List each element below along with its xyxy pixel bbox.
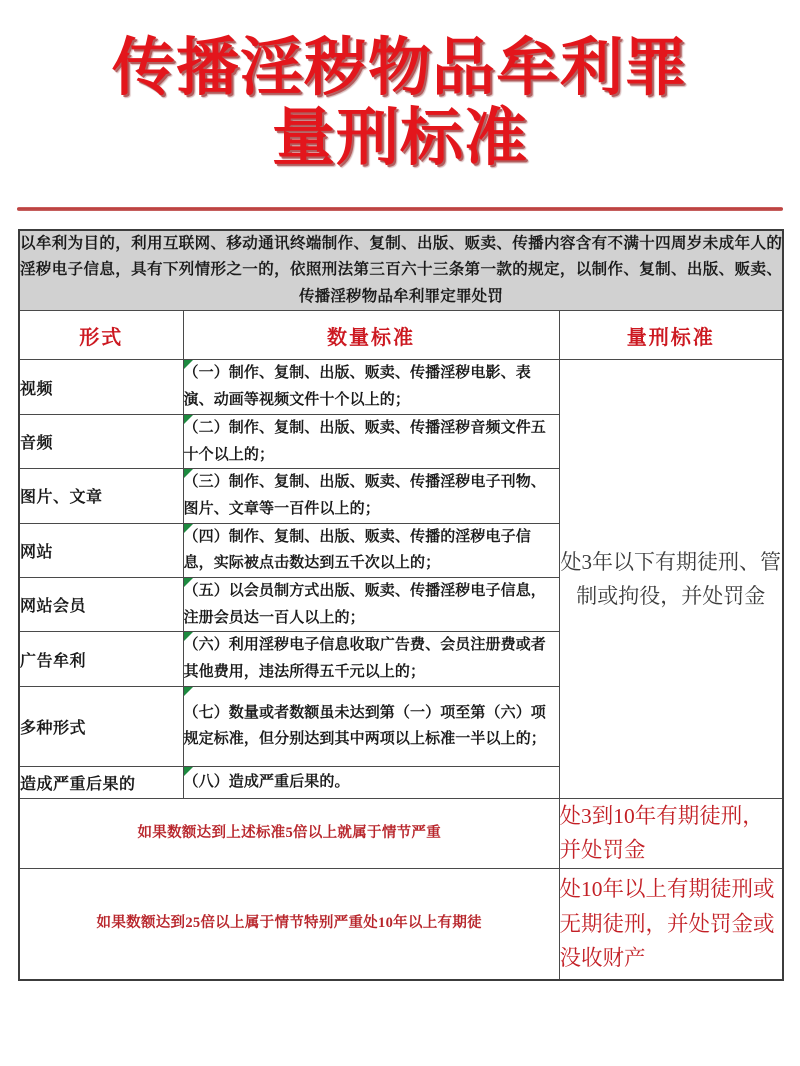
severity-penalty-serious: 处3到10年有期徒刑，并处罚金	[559, 798, 783, 868]
page-title-line-1: 传播淫秽物品牟利罪	[112, 31, 688, 104]
intro-text: 以牟利为目的，利用互联网、移动通讯终端制作、复制、出版、贩卖、传播内容含有不满十四周岁未成年人的淫秽电子信息，具有下列情形之一的，依照刑法第三百六十三条第一款的规定，以制作、复制、出版、贩卖、传播淫秽物品牟利罪定罪处罚	[20, 234, 783, 305]
quantity-text: （八）造成严重后果的。	[183, 773, 350, 790]
form-label-image-article: 图片、文章	[19, 469, 183, 523]
severity-condition-serious: 如果数额达到上述标准5倍以上就属于情节严重	[19, 798, 559, 868]
quantity-text: （二）制作、复制、出版、贩卖、传播淫秽音频文件五十个以上的；	[183, 419, 546, 463]
quantity-text: （三）制作、复制、出版、贩卖、传播淫秽电子刊物、图片、文章等一百件以上的；	[183, 474, 546, 517]
severity-penalty-especially-serious: 处10年以上有期徒刑或无期徒刑，并处罚金或没收财产	[559, 868, 783, 980]
quantity-standard-advertising	[183, 632, 559, 686]
quantity-standard-website	[183, 523, 559, 577]
quantity-text: （六）利用淫秽电子信息收取广告费、会员注册费或者其他费用，违法所得五千元以上的；	[183, 637, 546, 681]
table-row-intro	[19, 230, 783, 311]
quantity-standard-serious-consequence	[183, 766, 559, 798]
table-row-severity-serious	[19, 798, 783, 868]
table-row-severity-especially-serious	[19, 868, 783, 980]
quantity-standard-website-member	[183, 577, 559, 631]
column-header-form: 形式	[19, 311, 183, 360]
form-label-audio: 音频	[19, 414, 183, 468]
page-title-block	[0, 0, 800, 175]
page-title-line-2: 量刑标准	[272, 101, 528, 175]
table-row	[19, 360, 783, 414]
divider-container	[0, 207, 800, 211]
quantity-standard-video	[183, 360, 559, 414]
table-header-row	[19, 311, 783, 360]
comment-marker-icon	[184, 687, 193, 696]
form-label-video: 视频	[19, 360, 183, 414]
column-header-quantity: 数量标准	[183, 311, 559, 360]
intro-cell	[19, 230, 783, 311]
column-header-penalty: 量刑标准	[559, 311, 783, 360]
quantity-standard-image-article	[183, 469, 559, 523]
sentencing-table-container	[18, 229, 782, 982]
form-label-website: 网站	[19, 523, 183, 577]
base-penalty-cell: 处3年以下有期徒刑、管制或拘役，并处罚金	[559, 360, 783, 798]
quantity-text: （五）以会员制方式出版、贩卖、传播淫秽电子信息，注册会员达一百人以上的；	[183, 582, 546, 626]
form-label-multiple: 多种形式	[19, 686, 183, 766]
sentencing-standards-table	[18, 229, 784, 982]
form-label-website-member: 网站会员	[19, 577, 183, 631]
severity-condition-especially-serious: 如果数额达到25倍以上属于情节特别严重处10年以上有期徒	[19, 868, 559, 980]
quantity-text: （一）制作、复制、出版、贩卖、传播淫秽电影、表演、动画等视频文件十个以上的；	[183, 365, 531, 409]
quantity-text: （四）制作、复制、出版、贩卖、传播的淫秽电子信息，实际被点击数达到五千次以上的；	[183, 528, 531, 572]
quantity-text: （七）数量或者数额虽未达到第（一）项至第（六）项规定标准，但分别达到其中两项以上标准一半以上的；	[183, 704, 546, 748]
form-label-serious-consequence: 造成严重后果的	[19, 766, 183, 798]
form-label-advertising: 广告牟利	[19, 632, 183, 686]
red-divider-line	[17, 207, 783, 211]
quantity-standard-multiple	[183, 686, 559, 766]
quantity-standard-audio	[183, 414, 559, 468]
